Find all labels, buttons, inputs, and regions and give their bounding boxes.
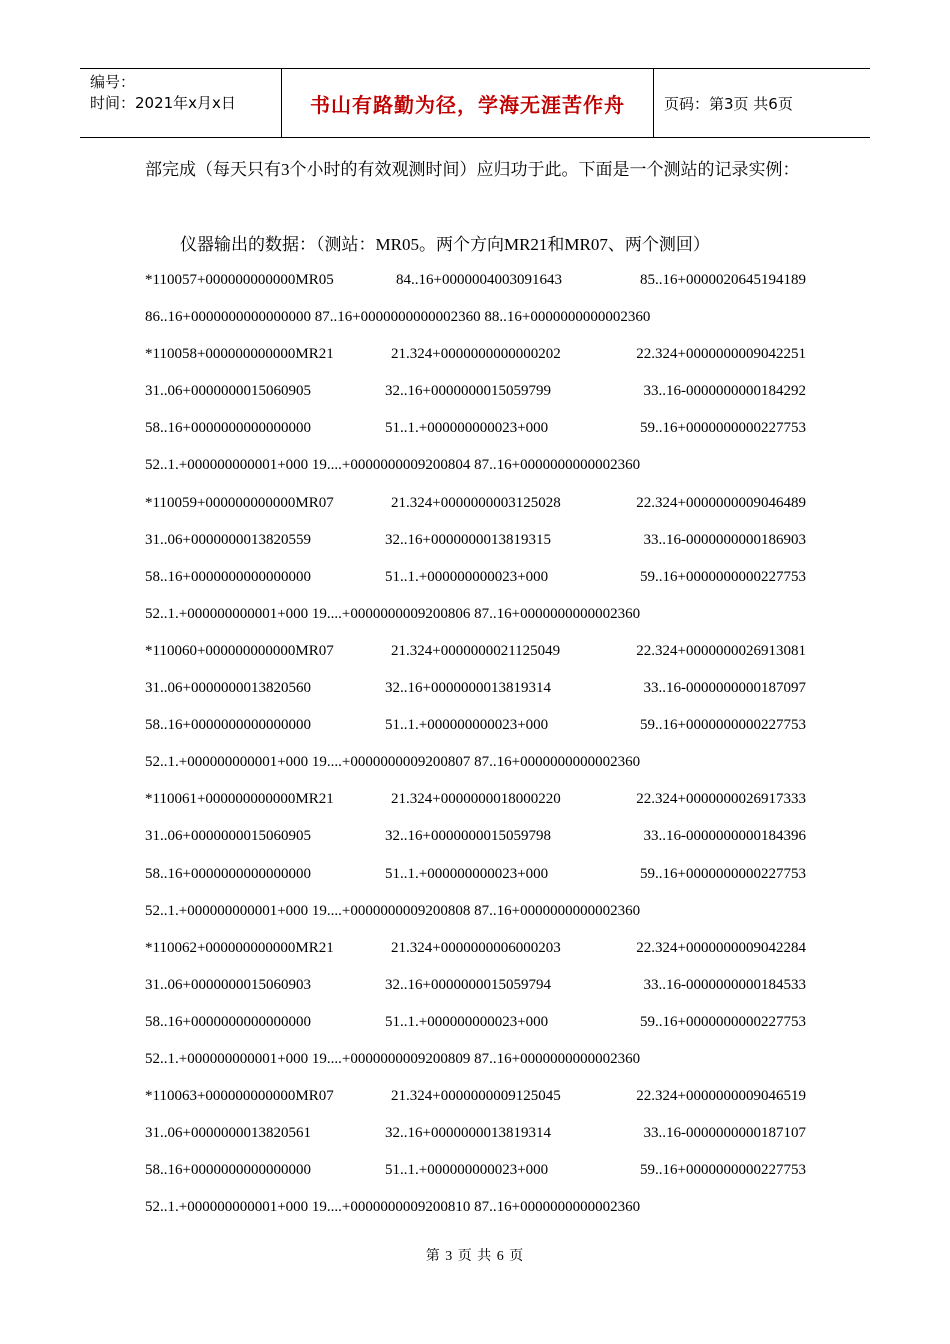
- record-cell: 51..1.+000000000023+000: [385, 865, 549, 882]
- body-paragraph-1: 部完成（每天只有3个小时的有效观测时间）应归功于此。下面是一个测站的记录实例：: [145, 160, 800, 179]
- record-line: 52..1.+000000000001+000 19....+0000000009200808 87..16+0000000000002360: [145, 902, 641, 919]
- record-line: 52..1.+000000000001+000 19....+0000000009200810 87..16+0000000000002360: [145, 1199, 641, 1216]
- data-record-row: [145, 299, 813, 336]
- record-cell: *110057+000000000000MR05: [145, 272, 334, 288]
- header-motto: 书山有路勤为径，学海无涯苦作舟: [310, 92, 625, 117]
- page-header: [80, 68, 870, 138]
- record-cell: 51..1.+000000000023+000: [385, 717, 549, 734]
- data-record-row: [145, 373, 813, 410]
- data-record-row: [145, 559, 813, 596]
- record-cell: 59..16+0000000000227753: [640, 1013, 806, 1030]
- record-cell: *110061+000000000000MR21: [145, 791, 334, 808]
- record-cell: *110059+000000000000MR07: [145, 494, 334, 511]
- record-cell: 59..16+0000000000227753: [640, 1162, 806, 1179]
- record-line: 52..1.+000000000001+000 19....+0000000009200807 87..16+0000000000002360: [145, 754, 641, 771]
- record-line: 86..16+0000000000000000 87..16+0000000000002360 88..16+0000000000002360: [145, 309, 651, 326]
- record-cell: 51..1.+000000000023+000: [385, 568, 549, 585]
- data-record-row: [145, 447, 813, 484]
- record-cell: 33..16-0000000000184292: [643, 383, 806, 400]
- record-cell: 33..16-0000000000184396: [643, 828, 806, 845]
- document-number-label: 编号：: [90, 73, 136, 91]
- record-cell: 31..06+0000000013820561: [145, 1125, 311, 1142]
- record-cell: 32..16+0000000013819314: [385, 1125, 551, 1142]
- data-record-row: [145, 930, 813, 967]
- record-cell: 22.324+0000000026917333: [636, 791, 806, 808]
- record-cell: 31..06+0000000015060905: [145, 828, 311, 845]
- data-record-row: [145, 485, 813, 522]
- record-cell: *110060+000000000000MR07: [145, 642, 334, 659]
- page-footer: 第 3 页 共 6 页: [425, 1249, 525, 1264]
- record-cell: 21.324+0000000006000203: [391, 939, 561, 956]
- record-cell: 21.324+0000000018000220: [391, 791, 561, 808]
- record-cell: 21.324+0000000009125045: [391, 1088, 561, 1105]
- record-cell: *110058+000000000000MR21: [145, 346, 334, 363]
- record-cell: 22.324+0000000026913081: [636, 642, 806, 659]
- data-record-row: [145, 781, 813, 818]
- record-cell: *110063+000000000000MR07: [145, 1088, 334, 1105]
- record-cell: 32..16+0000000015059799: [385, 383, 551, 400]
- record-line: 52..1.+000000000001+000 19....+0000000009200804 87..16+0000000000002360: [145, 457, 641, 474]
- record-cell: 22.324+0000000009046489: [636, 494, 806, 511]
- record-cell: 21.324+0000000000000202: [391, 346, 561, 363]
- header-motto-cell: [282, 69, 654, 137]
- record-cell: 59..16+0000000000227753: [640, 717, 806, 734]
- record-cell: 59..16+0000000000227753: [640, 865, 806, 882]
- data-record-row: [145, 893, 813, 930]
- data-record-row: [145, 1004, 813, 1041]
- data-records: [145, 262, 813, 1226]
- record-cell: 32..16+0000000013819314: [385, 680, 551, 697]
- record-cell: *110062+000000000000MR21: [145, 939, 334, 956]
- record-cell: 33..16-0000000000186903: [643, 531, 806, 548]
- record-cell: 58..16+0000000000000000: [145, 420, 311, 437]
- record-cell: 51..1.+000000000023+000: [385, 1013, 549, 1030]
- record-cell: 33..16-0000000000187107: [643, 1125, 806, 1142]
- record-cell: 58..16+0000000000000000: [145, 865, 311, 882]
- record-cell: 31..06+0000000015060905: [145, 383, 311, 400]
- record-cell: 22.324+0000000009042284: [636, 939, 806, 956]
- body-paragraph-2: 仪器输出的数据：（测站：MR05。两个方向MR21和MR07、两个测回）: [180, 235, 710, 254]
- record-cell: 59..16+0000000000227753: [640, 568, 806, 585]
- record-cell: 58..16+0000000000000000: [145, 1013, 311, 1030]
- data-record-row: [145, 1041, 813, 1078]
- record-cell: 51..1.+000000000023+000: [385, 1162, 549, 1179]
- data-record-row: [145, 1078, 813, 1115]
- data-record-row: [145, 522, 813, 559]
- record-cell: 32..16+0000000015059798: [385, 828, 551, 845]
- data-record-row: [145, 596, 813, 633]
- header-info-cell: [80, 69, 282, 137]
- data-record-row: [145, 818, 813, 855]
- record-cell: 21.324+0000000021125049: [391, 642, 561, 659]
- record-cell: 21.324+0000000003125028: [391, 494, 561, 511]
- record-cell: 22.324+0000000009042251: [636, 346, 806, 363]
- record-cell: 33..16-0000000000184533: [643, 976, 806, 993]
- data-record-row: [145, 744, 813, 781]
- record-line: 52..1.+000000000001+000 19....+0000000009200809 87..16+0000000000002360: [145, 1050, 641, 1067]
- record-cell: 51..1.+000000000023+000: [385, 420, 549, 437]
- data-record-row: [145, 262, 813, 299]
- record-cell: 84..16+0000004003091643: [396, 272, 562, 288]
- record-cell: 32..16+0000000015059794: [385, 976, 551, 993]
- record-cell: 31..06+0000000015060903: [145, 976, 311, 993]
- record-cell: 22.324+0000000009046519: [636, 1088, 806, 1105]
- record-cell: 58..16+0000000000000000: [145, 1162, 311, 1179]
- record-cell: 59..16+0000000000227753: [640, 420, 806, 437]
- data-record-row: [145, 856, 813, 893]
- document-time-label: 时间：2021年x月x日: [90, 94, 236, 112]
- data-record-row: [145, 410, 813, 447]
- data-record-row: [145, 336, 813, 373]
- data-record-row: [145, 1152, 813, 1189]
- record-cell: 31..06+0000000013820560: [145, 680, 311, 697]
- data-record-row: [145, 707, 813, 744]
- header-page-cell: [654, 69, 870, 137]
- record-cell: 33..16-0000000000187097: [643, 680, 806, 697]
- record-cell: 31..06+0000000013820559: [145, 531, 311, 548]
- record-cell: 32..16+0000000013819315: [385, 531, 551, 548]
- record-line: 52..1.+000000000001+000 19....+0000000009200806 87..16+0000000000002360: [145, 605, 641, 622]
- record-cell: 58..16+0000000000000000: [145, 568, 311, 585]
- record-cell: 85..16+0000020645194189: [640, 272, 806, 288]
- data-record-row: [145, 967, 813, 1004]
- data-record-row: [145, 670, 813, 707]
- data-record-row: [145, 1189, 813, 1226]
- data-record-row: [145, 633, 813, 670]
- data-record-row: [145, 1115, 813, 1152]
- header-page-label: 页码：第3页 共6页: [664, 94, 793, 113]
- record-cell: 58..16+0000000000000000: [145, 717, 311, 734]
